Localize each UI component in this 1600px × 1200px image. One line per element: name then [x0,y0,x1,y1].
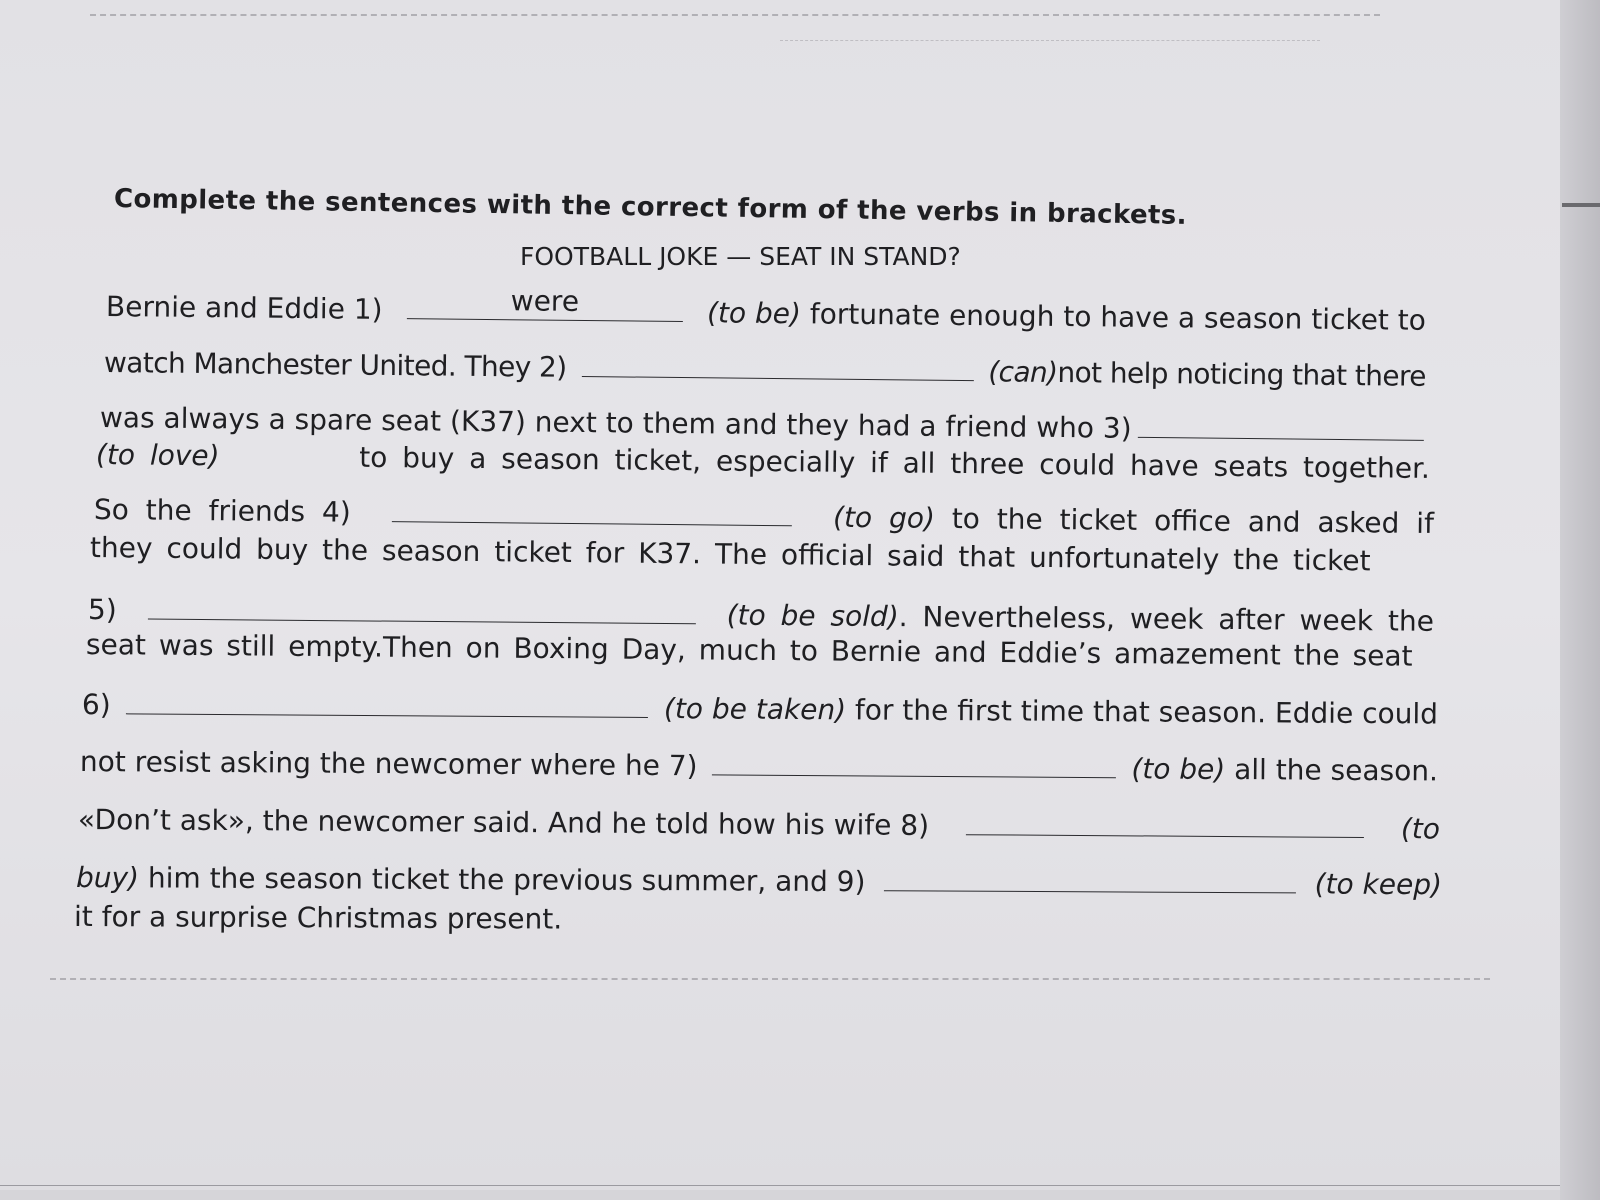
line-text: to the ticket office and asked if [951,501,1435,541]
answer-blank-9[interactable] [884,862,1296,893]
verb-hint-8b: buy) [75,861,140,895]
line-text: all the season. [1234,753,1439,788]
text-line-10 [80,742,1438,787]
line-text: seat was still empty.Then on Boxing Day, much to Bernie and Eddie’s amazement the seat [85,628,1413,673]
line-text: . Nevertheless, week after week the [898,600,1435,638]
line-text: was always a spare seat (K37) next to them and they had a friend who 3) [99,401,1132,445]
answer-blank-6[interactable] [126,685,648,718]
line-text: So the friends 4) [93,493,351,529]
line-text: to buy a season ticket, especially if all three could have seats together. [359,440,1431,485]
line-text: him the season ticket the previous summer, and 9) [147,861,866,899]
text-line-2 [104,343,1426,393]
line-text: fortunate enough to have a season ticket to [809,297,1427,337]
line-text: they could buy the season ticket for K37. The official said that unfortunately the ticket [89,531,1371,578]
line-text: 5) [87,593,117,627]
answer-blank-1[interactable] [407,284,683,322]
page-edge [1560,0,1600,1200]
line-text: for the first time that season. Eddie could [854,693,1439,731]
verb-hint-1: (to be) [706,296,802,331]
line-text: not help noticing that there [1057,355,1427,393]
answer-blank-3[interactable] [1138,409,1425,441]
instruction-heading: Complete the sentences with the correct form of the verbs in brackets. [113,184,1188,231]
line-text: watch Manchester United. They 2) [103,346,567,384]
verb-hint-8: (to [1400,812,1441,846]
edge-mark [1562,203,1600,207]
exercise-title: FOOTBALL JOKE — SEAT IN STAND? [520,242,961,271]
line-text: not resist asking the newcomer where he 7) [79,745,698,783]
verb-hint-7: (to be) [1131,752,1226,786]
verb-hint-3: (to love) [95,438,220,473]
text-line-6 [90,531,1434,578]
text-line-9 [82,685,1438,730]
line-text: Bernie and Eddie 1) [105,290,383,326]
page-bottom-line [0,1185,1560,1186]
text-line-13 [74,900,674,936]
line-text: it for a surprise Christmas present. [73,900,563,936]
answer-blank-7[interactable] [712,746,1116,778]
answer-blank-4[interactable] [392,493,792,526]
line-text: «Don’t ask», the newcomer said. And he told how his wife 8) [77,803,930,842]
text-line-12 [76,858,1442,901]
verb-hint-6: (to be taken) [663,692,847,727]
answer-blank-5[interactable] [148,591,696,625]
answer-blank-8[interactable] [966,806,1364,838]
text-line-1 [105,284,1427,337]
answer-text-1: were [510,284,580,318]
verb-hint-2: (can) [988,355,1058,389]
text-line-11 [78,800,1440,846]
verb-hint-9: (to keep) [1314,867,1443,902]
verb-hint-4: (to go) [832,500,936,535]
verb-hint-5: (to be sold) [726,598,899,634]
line-text: 6) [81,688,111,722]
answer-blank-2[interactable] [581,348,973,381]
